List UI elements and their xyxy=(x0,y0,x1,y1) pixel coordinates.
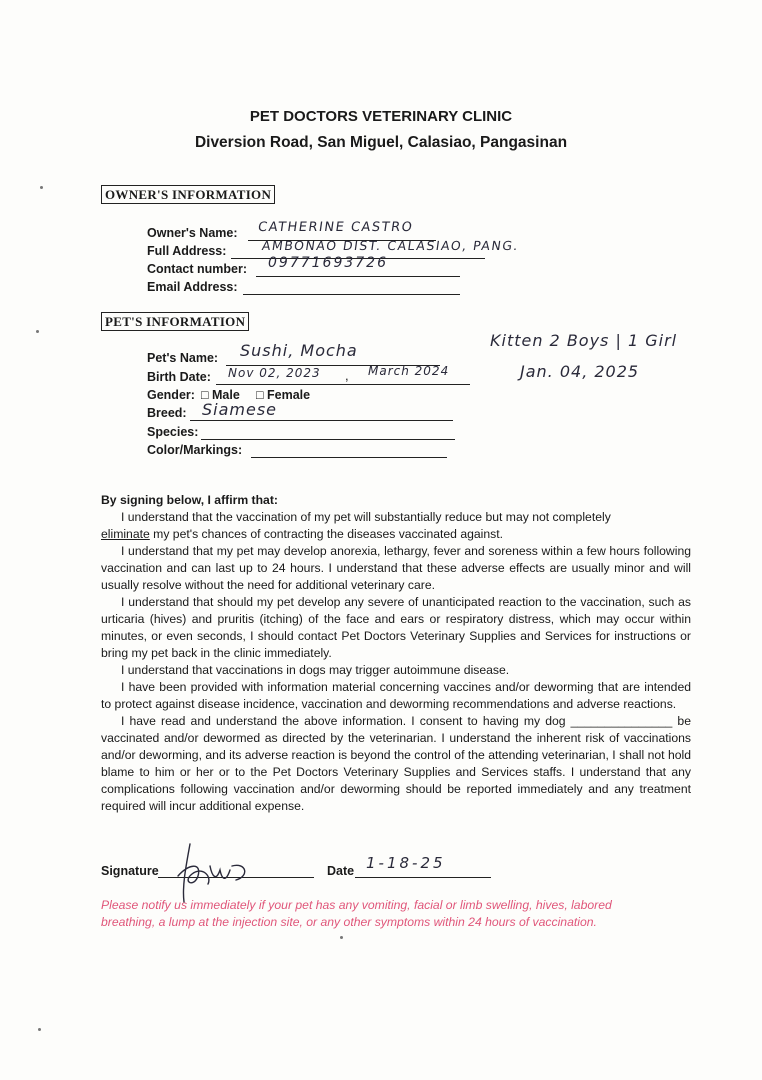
contact-number-label: Contact number: xyxy=(147,262,247,276)
gender-label: Gender: xyxy=(147,388,195,402)
signature-scribble xyxy=(168,836,258,906)
consent-p1-b: my pet's chances of contracting the diseases vaccinated against. xyxy=(149,527,504,541)
scan-speck xyxy=(340,936,343,939)
gender-female-checkbox[interactable]: □ Female xyxy=(256,388,311,402)
species-line xyxy=(201,439,455,440)
consent-paragraph-6: I have read and understand the above information. I consent to having my dog _______________ be vaccinated and/or dewormed as directed by the veterinarian. I understand the inherent risk of vaccinations and/or deworming, and its adverse reaction is beyond the control of the attending veterinarian, I shall not hold blame to him or her or to the Pet Doctors Veterinary Supplies and Services staffs. I understand that any complications following vaccination and/or deworming should be reported immediately and any treatment required will incur additional expense. xyxy=(101,714,691,813)
consent-paragraph-2: I understand that my pet may develop anorexia, lethargy, fever and soreness within a few hours following vaccination and can last up to 24 hours. I understand that these adverse effects are usually minor and will usually resolve without the need for additional veterinary care. xyxy=(101,544,691,592)
breed-label: Breed: xyxy=(147,406,187,420)
contact-number-line xyxy=(256,276,460,277)
signature-label: Signature xyxy=(101,864,159,878)
owner-name-label: Owner's Name: xyxy=(147,226,238,240)
pet-section-title: PET'S INFORMATION xyxy=(101,312,249,331)
gender-male-checkbox[interactable]: □ Male xyxy=(201,388,240,402)
breed-value: Siamese xyxy=(202,400,278,419)
date-line[interactable] xyxy=(355,877,491,878)
consent-heading: By signing below, I affirm that: xyxy=(101,493,278,507)
species-label: Species: xyxy=(147,425,199,439)
email-label: Email Address: xyxy=(147,280,238,294)
consent-p1-a: I understand that the vaccination of my pet will substantially reduce but may not completely xyxy=(121,510,611,524)
owner-section-title: OWNER'S INFORMATION xyxy=(101,185,275,204)
scan-speck xyxy=(36,330,39,333)
date-label: Date xyxy=(327,864,355,878)
scan-speck xyxy=(40,186,43,189)
color-markings-label: Color/Markings: xyxy=(147,443,243,457)
birth-date-separator: , xyxy=(345,368,349,383)
owner-address-value: AMBONAO DIST. CALASIAO, PANG. xyxy=(260,238,521,253)
consent-paragraph-5: I have been provided with information material concerning vaccines and/or deworming that are intended to protect against disease incidence, vaccination and deworming recommendations and adverse reactions. xyxy=(101,680,691,711)
notice-line-1: Please notify us immediately if your pet has any vomiting, facial or limb swelling, hives, labored xyxy=(101,898,612,912)
pet-name-value: Sushi, Mocha xyxy=(240,341,358,360)
scan-speck xyxy=(38,1028,41,1031)
color-markings-line xyxy=(251,457,447,458)
breed-line xyxy=(190,420,453,421)
consent-statements xyxy=(101,492,691,815)
birth-date-line xyxy=(216,384,470,385)
litter-note: Kitten 2 Boys | 1 Girl xyxy=(490,331,678,350)
owner-address-label: Full Address: xyxy=(147,244,227,258)
contact-number-value: 09771693726 xyxy=(268,255,388,271)
owner-name-value: CATHERINE CASTRO xyxy=(256,220,415,235)
consent-paragraph-4: I understand that vaccinations in dogs may trigger autoimmune disease. xyxy=(121,663,510,677)
clinic-name: PET DOCTORS VETERINARY CLINIC xyxy=(249,108,513,125)
consent-paragraph-3: I understand that should my pet develop any severe of unanticipated reaction to the vaccination, such as urticaria (hives) and pruritis (itching) of the face and ears or respiratory distress, which may occur within minutes, or even seconds, I should contact Pet Doctors Veterinary Supplies and Services for instructions or bring my pet back in the clinic immediately. xyxy=(101,595,691,660)
birth-date-value-1: Nov 02, 2023 xyxy=(228,366,321,380)
clinic-address: Diversion Road, San Miguel, Calasiao, Pangasinan xyxy=(194,134,568,151)
birth-date-label: Birth Date: xyxy=(147,370,211,384)
notice-line-2: breathing, a lump at the injection site, or any other symptoms within 24 hours of vaccination. xyxy=(101,915,597,929)
pet-name-label: Pet's Name: xyxy=(147,351,219,365)
birth-date-value-2: March 2024 xyxy=(368,364,450,378)
email-line xyxy=(243,294,460,295)
consent-p1-underlined: eliminate xyxy=(101,527,150,541)
litter-date-note: Jan. 04, 2025 xyxy=(520,362,640,381)
date-value: 1-18-25 xyxy=(366,854,446,872)
consent-paragraph-1 xyxy=(101,509,691,543)
